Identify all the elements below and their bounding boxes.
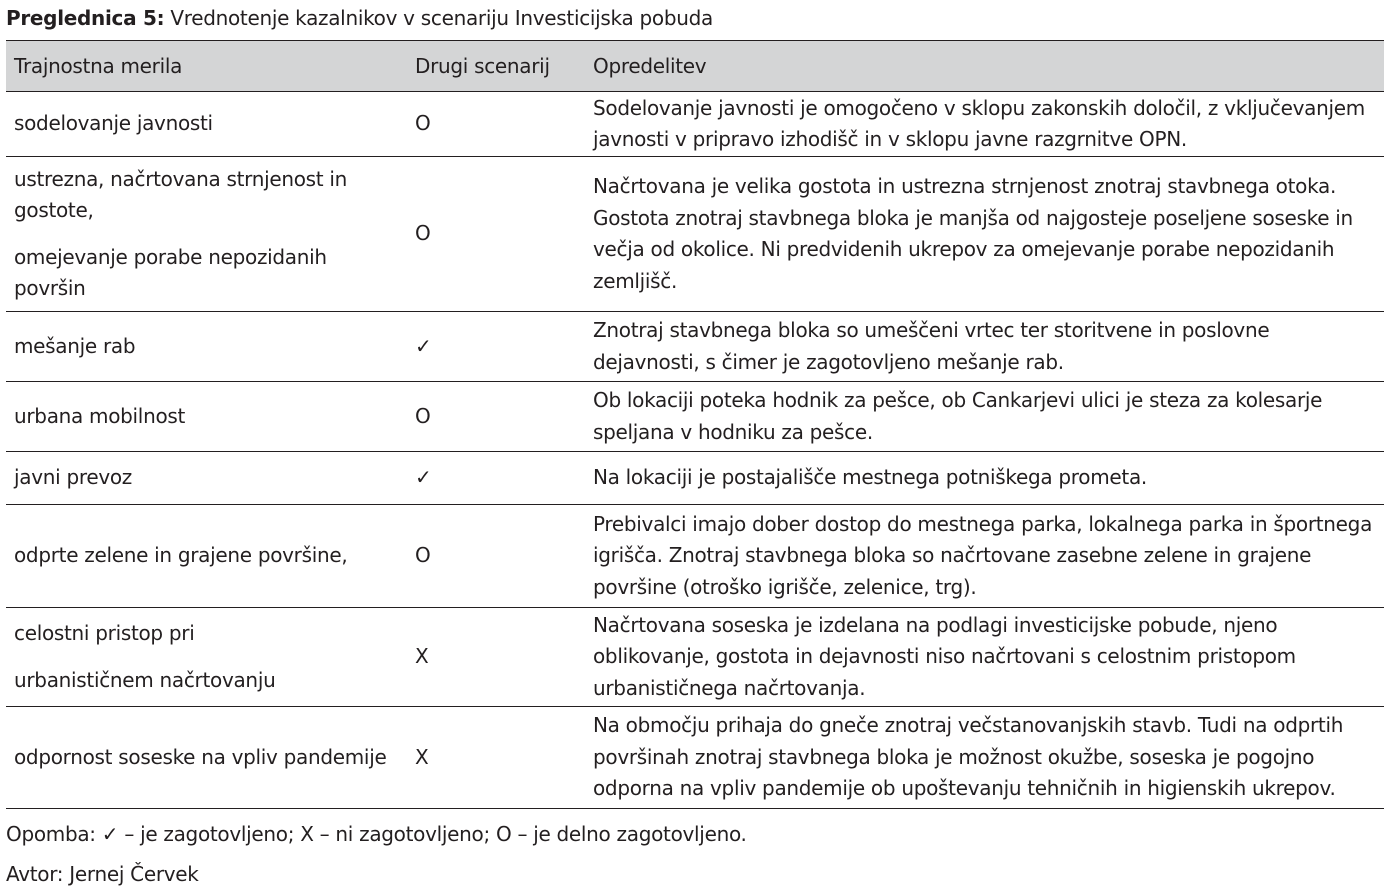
criterion-text: odprte zelene in grajene površine, <box>14 543 348 568</box>
description-text: Na lokaciji je postajališče mestnega potniškega prometa. <box>593 465 1147 490</box>
scenario-cell: O <box>407 382 585 452</box>
criterion-text: javni prevoz <box>14 465 132 490</box>
table-caption <box>6 4 713 32</box>
criterion-cell <box>6 452 407 505</box>
criterion-cell <box>6 92 407 157</box>
scenario-cell: O <box>407 92 585 157</box>
description-cell <box>585 157 1384 312</box>
criterion-text: mešanje rab <box>14 333 136 358</box>
criterion-cell <box>6 707 407 809</box>
scenario-cell: O <box>407 157 585 312</box>
description-cell <box>585 608 1384 707</box>
scenario-cell: O <box>407 505 585 608</box>
table-note: Opomba: ✓ – je zagotovljeno; X – ni zagotovljeno; O – je delno zagotovljeno. <box>6 822 747 846</box>
table-row <box>6 505 1384 608</box>
description-text: Sodelovanje javnosti je omogočeno v sklopu zakonskih določil, z vključevanjem javnosti v pripravo izhodišč in v sklopu javne razgrnitve OPN. <box>593 95 1365 151</box>
criterion-text: urbana mobilnost <box>14 403 186 428</box>
criterion-cell <box>6 312 407 382</box>
criterion-cell <box>6 157 407 312</box>
criterion-text: sodelovanje javnosti <box>14 111 213 136</box>
criterion-text: odpornost soseske na vpliv pandemije <box>14 744 387 769</box>
evaluation-table <box>6 40 1384 809</box>
scenario-cell: X <box>407 608 585 707</box>
criterion-text: urbanističnem načrtovanju <box>14 667 276 692</box>
scenario-cell: ✓ <box>407 452 585 505</box>
description-text: Prebivalci imajo dober dostop do mestnega parka, lokalnega parka in športnega igrišča. Znotraj stavbnega bloka so načrtovane zasebne zelene in grajene površine (otroško igrišče, zelenice, trg). <box>593 511 1373 599</box>
description-cell <box>585 452 1384 505</box>
table-header-row <box>6 41 1384 92</box>
table-row <box>6 608 1384 707</box>
scenario-cell: X <box>407 707 585 809</box>
description-cell <box>585 92 1384 157</box>
criterion-cell <box>6 608 407 707</box>
criterion-text: celostni pristop pri <box>14 621 195 645</box>
caption-label: Preglednica 5: <box>6 6 165 30</box>
description-cell <box>585 312 1384 382</box>
table-row <box>6 157 1384 312</box>
criterion-text: ustrezna, načrtovana strnjenost in gostote, <box>14 166 348 222</box>
criterion-text: omejevanje porabe nepozidanih površin <box>14 244 327 300</box>
table-row <box>6 452 1384 505</box>
description-cell <box>585 382 1384 452</box>
description-text: Na območju prihaja do gneče znotraj večstanovanjskih stavb. Tudi na odprtih površinah znotraj stavbnega bloka je možnost okužbe, soseska je pogojno odporna na vpliv pandemije ob upoštevanju tehničnih in higienskih ukrepov. <box>593 713 1344 801</box>
criterion-cell <box>6 382 407 452</box>
caption-title: Vrednotenje kazalnikov v scenariju Investicijska pobuda <box>170 6 713 30</box>
author-credit: Avtor: Jernej Červek <box>6 862 199 886</box>
description-cell <box>585 707 1384 809</box>
description-text: Ob lokaciji poteka hodnik za pešce, ob Cankarjevi ulici je steza za kolesarje speljana v hodniku za pešce. <box>593 388 1323 444</box>
table-row <box>6 312 1384 382</box>
table-row <box>6 92 1384 157</box>
criterion-cell <box>6 505 407 608</box>
scenario-cell: ✓ <box>407 312 585 382</box>
description-text: Načrtovana soseska je izdelana na podlagi investicijske pobude, njeno oblikovanje, gostota in dejavnosti niso načrtovani s celostnim pristopom urbanističnega načrtovanja. <box>593 612 1296 700</box>
table-row <box>6 382 1384 452</box>
table-row <box>6 707 1384 809</box>
description-text: Znotraj stavbnega bloka so umeščeni vrtec ter storitvene in poslovne dejavnosti, s čimer je zagotovljeno mešanje rab. <box>593 318 1270 374</box>
description-cell <box>585 505 1384 608</box>
header-scenario: Drugi scenarij <box>407 41 585 92</box>
header-criteria: Trajnostna merila <box>6 41 407 92</box>
header-definition: Opredelitev <box>585 41 1384 92</box>
description-text: Načrtovana je velika gostota in ustrezna strnjenost znotraj stavbnega otoka. Gostota znotraj stavbnega bloka je manjša od najgosteje poseljene soseske in večja od okolice. Ni predvidenih ukrepov za omejevanje porabe nepozidanih zemljišč. <box>593 174 1353 293</box>
